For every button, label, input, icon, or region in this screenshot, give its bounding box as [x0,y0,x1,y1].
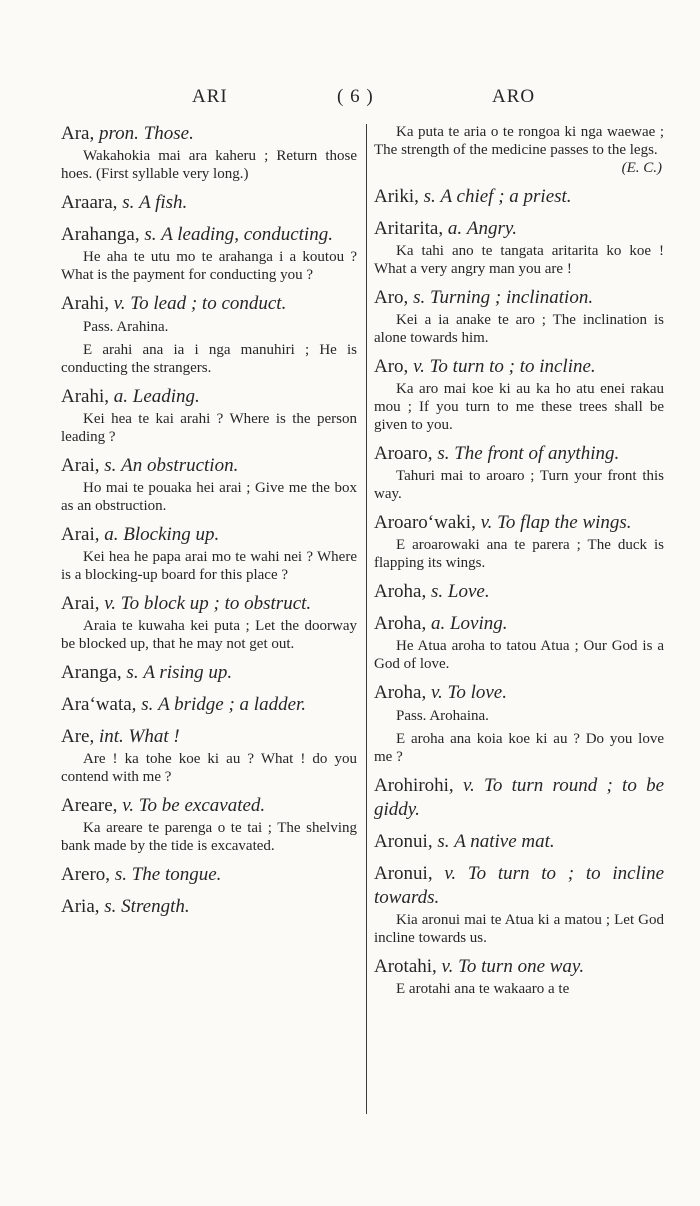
headword: Arai, [61,524,100,545]
headword: Arohirohi, [374,775,454,796]
headword: Arai, [61,455,100,476]
entry-headline [61,385,357,409]
dictionary-entry [61,523,357,584]
example-text: He Atua aroha to tatou Atua ; Our God is a God of love. [374,638,664,672]
grammar-label: s. [104,455,117,476]
dictionary-entry [61,454,357,515]
dictionary-entry [374,681,664,766]
entry-headline [374,185,664,209]
definition: Love. [447,581,490,602]
definition: To love. [447,682,507,703]
dictionary-entry [61,725,357,786]
grammar-label: v. [444,863,457,884]
definition: To turn one way. [458,956,585,977]
example-text: Ka puta te aria o te rongoa ki nga waewae ; The strength of the medicine passes to the legs. [374,124,664,158]
entry-headline [61,661,357,685]
grammar-label: v. [413,356,425,377]
headword: Arotahi, [374,956,437,977]
dictionary-entry [374,511,664,572]
entry-headline [61,523,357,547]
definition: A bridge ; a ladder. [158,694,307,715]
dictionary-entry [61,794,357,855]
dictionary-entry [374,580,664,604]
headword: Ariki, [374,186,419,207]
definition: Blocking up. [123,524,220,545]
headword: Aroaro, [374,443,433,464]
grammar-label: a. [113,386,129,407]
entry-headline [61,223,357,247]
example-text: E arahi ana ia i nga manuhiri ; He is conducting the strangers. [61,342,357,376]
grammar-label: v. [104,593,117,614]
entry-headline [374,217,664,241]
dictionary-entry [374,612,664,673]
definition: To be excavated. [138,795,266,816]
dictionary-entry [61,122,357,183]
headword: Areare, [61,795,118,816]
headword: Aranga, [61,662,122,683]
grammar-label: s. [423,186,436,207]
right-column [374,122,664,1006]
definition: A native mat. [454,831,555,852]
dictionary-entry [61,385,357,446]
grammar-label: s. [437,831,450,852]
grammar-label: s. [144,224,157,245]
grammar-label: int. [98,726,124,747]
headword: Aroaro‘waki, [374,512,476,533]
entry-headline [374,511,664,535]
grammar-label: v. [122,795,134,816]
example-text: Kei hea he papa arai mo te wahi nei ? Where is a blocking-up board for this place ? [61,549,357,583]
dictionary-entry [61,592,357,653]
grammar-label: s. [122,192,135,213]
definition: The front of anything. [454,443,620,464]
example-text: Tahuri mai to aroaro ; Turn your front this way. [374,468,664,502]
definition: The tongue. [131,864,222,885]
header-right-guideword: ARO [492,86,536,107]
dictionary-entry [374,286,664,347]
example-text: Kei hea te kai arahi ? Where is the person leading ? [61,411,357,445]
dictionary-entry [374,774,664,822]
definition: To block up ; to obstruct. [120,593,312,614]
entry-headline [374,612,664,636]
definition: Turning ; inclination. [429,287,594,308]
grammar-label: s. [413,287,426,308]
example-text: Wakahokia mai ara kaheru ; Return those hoes. (First syllable very long.) [61,148,357,182]
headword: Arahi, [61,293,110,314]
grammar-label: s. [437,443,450,464]
example-text: Ka aro mai koe ki au ka ho atu enei rakau mou ; If you turn to me these trees shall be given to you. [374,381,664,433]
example-text: Ho mai te pouaka hei arai ; Give me the box as an obstruction. [61,480,357,514]
headword: Aronui, [374,831,433,852]
headword: Aroha, [374,682,427,703]
entry-headline [61,454,357,478]
headword: Aro, [374,287,409,308]
dictionary-entry [374,955,664,998]
definition: To turn to ; to incline. [429,356,596,377]
example-text: E arotahi ana te wakaaro a te [396,981,570,997]
grammar-label: s. [126,662,139,683]
headword: Ara, [61,123,95,144]
entry-headline [61,794,357,818]
grammar-label: a. [104,524,119,545]
entry-headline [61,592,357,616]
dictionary-entry [374,442,664,503]
entry-headline [374,355,664,379]
header-left-guideword: ARI [192,86,228,107]
entry-headline [61,122,357,146]
passive-form: Pass. Arohaina. [396,708,489,724]
example-text: Ka tahi ano te tangata aritarita ko koe ! What a very angry man you are ! [374,243,664,277]
example-text: E aroha ana koia koe ki au ? Do you love me ? [374,731,664,765]
grammar-label: a. [430,613,446,634]
entry-headline [61,863,357,887]
entry-headline [374,774,664,822]
definition: What ! [128,726,180,747]
definition: To flap the wings. [497,512,632,533]
example-text: E aroarowaki ana te parera ; The duck is flapping its wings. [374,537,664,571]
dictionary-entry [61,863,357,887]
grammar-label: v. [430,682,443,703]
dictionary-entry [61,292,357,377]
headword: Arai, [61,593,100,614]
headword: Arahi, [61,386,110,407]
grammar-label: s. [104,896,117,917]
example-text: He aha te utu mo te arahanga i a koutou ? What is the payment for conducting you ? [61,249,357,283]
dictionary-entry [61,191,357,215]
headword: Arero, [61,864,111,885]
dictionary-entry [61,693,357,717]
example-text: Araia te kuwaha kei puta ; Let the doorway be blocked up, that he may not get out. [61,618,357,652]
definition: A leading, conducting. [161,224,333,245]
entry-headline [61,725,357,749]
dictionary-entry [61,895,357,919]
definition: To turn round ; to be giddy. [374,775,665,820]
dictionary-entry [374,355,664,434]
definition: Those. [143,123,194,144]
headword: Arahanga, [61,224,140,245]
passive-form: Pass. Arahina. [83,319,169,335]
example-text: Kei a ia anake te aro ; The inclination is alone towards him. [374,312,664,346]
definition: An obstruction. [121,455,239,476]
entry-headline [374,286,664,310]
example-text: Ka areare te parenga o te tai ; The shelving bank made by the tide is excavated. [61,820,357,854]
entry-headline [374,830,664,854]
definition: Strength. [121,896,190,917]
headword: Aria, [61,896,100,917]
definition: A rising up. [143,662,233,683]
grammar-label: v. [480,512,493,533]
headword: Aronui, [374,863,433,884]
dictionary-entry [61,661,357,685]
left-column [61,122,357,927]
headword: Aroha, [374,613,427,634]
entry-headline [61,693,357,717]
column-divider [366,124,367,1114]
page-header [0,86,700,114]
example-text: Kia aronui mai te Atua ki a matou ; Let God incline towards us. [374,912,664,946]
definition: Leading. [132,386,200,407]
grammar-label: s. [141,694,154,715]
grammar-label: v. [462,775,475,796]
grammar-label: v. [441,956,454,977]
headword: Ara‘wata, [61,694,137,715]
entry-headline [374,442,664,466]
headword: Araara, [61,192,118,213]
example-text: Are ! ka tohe koe ki au ? What ! do you contend with me ? [61,751,357,785]
definition: Loving. [449,613,508,634]
entry-headline [374,681,664,705]
grammar-label: s. [114,864,127,885]
continued-entry [374,123,664,177]
definition: To turn to ; to incline towards. [374,863,665,908]
definition: A chief ; a priest. [440,186,572,207]
entry-headline [374,862,664,910]
source-note: (E. C.) [621,160,662,176]
dictionary-entry [374,217,664,278]
headword: Aro, [374,356,409,377]
definition: To lead ; to conduct. [130,293,287,314]
dictionary-entry [374,862,664,947]
headword: Are, [61,726,95,747]
dictionary-entry [61,223,357,284]
entry-headline [374,955,664,979]
entry-headline [61,292,357,316]
grammar-label: pron. [98,123,139,144]
grammar-label: s. [430,581,444,602]
page-number: ( 6 ) [337,86,374,107]
dictionary-entry [374,830,664,854]
definition: A fish. [139,192,188,213]
headword: Aroha, [374,581,427,602]
definition: Angry. [466,218,517,239]
grammar-label: a. [447,218,463,239]
grammar-label: v. [113,293,126,314]
entry-headline [61,191,357,215]
entry-headline [61,895,357,919]
dictionary-entry [374,185,664,209]
entry-headline [374,580,664,604]
headword: Aritarita, [374,218,444,239]
